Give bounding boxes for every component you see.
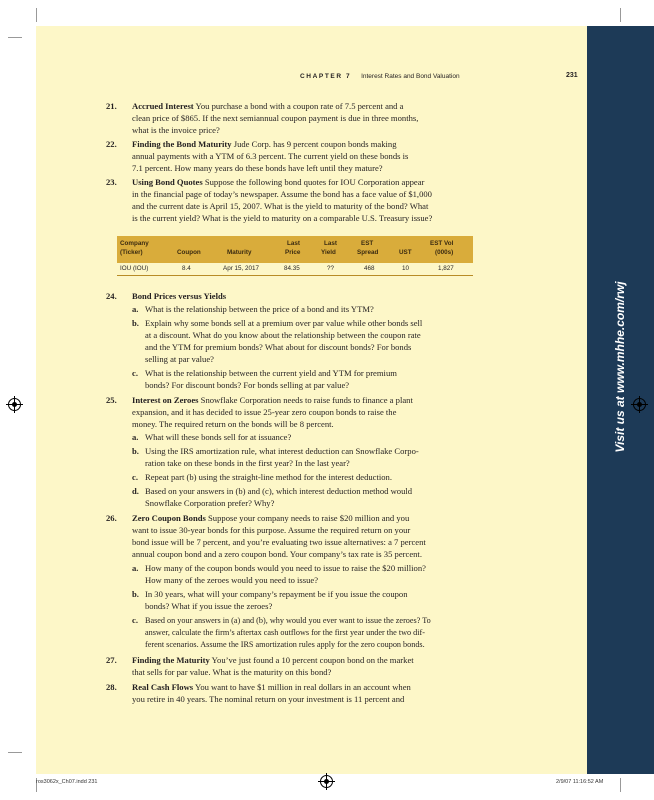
- problem-number: 28.: [106, 682, 117, 692]
- trim-mark: [36, 8, 37, 22]
- part-letter: a.: [132, 304, 139, 314]
- chapter-label: CHAPTER 7: [300, 73, 352, 80]
- problem-line: what is the invoice price?: [132, 125, 220, 135]
- problem-text: [132, 101, 403, 112]
- part-letter: a.: [132, 563, 139, 573]
- table-cell: IOU (IOU): [120, 265, 149, 272]
- column-header: (Ticker): [120, 249, 143, 256]
- part-letter: c.: [132, 472, 138, 482]
- table-cell: 1,827: [438, 265, 454, 272]
- column-header: EST: [361, 240, 374, 247]
- part-letter: c.: [132, 368, 138, 378]
- problem-title: Zero Coupon Bonds: [132, 513, 206, 523]
- problem-line: in the financial page of today’s newspaper. Assume the bond has a face value of $1,000: [132, 189, 432, 199]
- trim-mark: [8, 37, 22, 38]
- problem-line: annual coupon bond and a zero coupon bond. Your company’s tax rate is 35 percent.: [132, 549, 422, 559]
- problem-text: [132, 177, 424, 188]
- trim-mark: [8, 752, 22, 753]
- problem-text: [132, 682, 411, 693]
- column-header: Last: [287, 240, 300, 247]
- table-cell: 8.4: [182, 265, 191, 272]
- problem-number: 24.: [106, 291, 117, 301]
- problem-number: 23.: [106, 177, 117, 187]
- problem-text: [132, 395, 413, 406]
- problem-text: [132, 139, 397, 150]
- problem-title: Accrued Interest: [132, 101, 194, 111]
- problem-line: You’ve just found a 10 percent coupon bond on the market: [211, 655, 414, 665]
- problem-line: You want to have $1 million in real dollars in an account when: [194, 682, 411, 692]
- table-cell: Apr 15, 2017: [223, 265, 260, 272]
- footer-timestamp: 2/9/07 11:16:52 AM: [556, 779, 604, 785]
- column-header: Price: [285, 249, 301, 256]
- problem-line: at a discount. What do you know about the relationship between the coupon rate: [145, 330, 421, 340]
- problem-line: ration take on these bonds in the first year? In the last year?: [145, 458, 350, 468]
- problem-line: Suppose the following bond quotes for IOU Corporation appear: [204, 177, 425, 187]
- problem-line: Based on your answers in (a) and (b), why would you ever want to issue the zeroes? To: [145, 616, 431, 625]
- column-header: Last: [324, 240, 337, 247]
- column-header: Spread: [357, 249, 379, 256]
- problem-title: Real Cash Flows: [132, 682, 194, 692]
- problem-line: Suppose your company needs to raise $20 million and you: [208, 513, 410, 523]
- problem-line: How many of the coupon bonds would you need to issue to raise the $20 million?: [145, 563, 426, 573]
- problem-line: What will these bonds sell for at issuance?: [145, 432, 292, 442]
- problem-line: is the current yield? What is the yield to maturity on a comparable U.S. Treasury issue?: [132, 213, 433, 223]
- running-header: [300, 73, 460, 80]
- footer-file-name: ros3062x_Ch07.indd 231: [36, 779, 98, 785]
- table-row: [117, 263, 473, 276]
- table-cell: ??: [327, 265, 335, 272]
- problem-line: want to issue 30-year bonds for this purpose. Assume the required return on your: [132, 525, 411, 535]
- trim-mark: [620, 8, 621, 22]
- problem-line: How many of the zeroes would you need to issue?: [145, 575, 319, 585]
- trim-mark: [620, 778, 621, 792]
- part-letter: b.: [132, 318, 139, 328]
- problem-line: ferent scenarios. Assume the IRS amortization rules apply for the zero coupon bonds.: [145, 640, 425, 649]
- problem-line: What is the relationship between the price of a bond and its YTM?: [145, 304, 374, 314]
- column-header: Coupon: [177, 249, 201, 256]
- problem-line: bond issue will be 7 percent, and you’re evaluating two issue alternatives: a 7 percent: [132, 537, 426, 547]
- problem-line: You purchase a bond with a coupon rate of 7.5 percent and a: [195, 101, 404, 111]
- problem-line: that sells for par value. What is the maturity on this bond?: [132, 667, 332, 677]
- problem-line: answer, calculate the firm’s aftertax cash outflows for the first year under the two dif-: [145, 628, 425, 637]
- registration-mark-icon: [320, 775, 333, 788]
- problem-text: [132, 655, 414, 666]
- sidebar-url-text: Visit us at www.mhhe.com/rwj: [613, 281, 627, 453]
- problem-title: Using Bond Quotes: [132, 177, 203, 187]
- problem-title: Interest on Zeroes: [132, 395, 199, 405]
- problem-number: 26.: [106, 513, 117, 523]
- table-header-row: [117, 236, 473, 263]
- problem-line: In 30 years, what will your company’s repayment be if you issue the coupon: [145, 589, 408, 599]
- problem-number: 21.: [106, 101, 117, 111]
- table-cell: 84.35: [284, 265, 300, 272]
- problem-line: you retire in 40 years. The nominal return on your investment is 11 percent and: [132, 694, 405, 704]
- bond-quote-table: [117, 236, 473, 276]
- registration-mark-icon: [8, 398, 21, 411]
- column-header: EST Vol: [430, 240, 454, 247]
- problem-number: 27.: [106, 655, 117, 665]
- registration-mark-icon: [633, 398, 646, 411]
- problem-line: Repeat part (b) using the straight-line method for the interest deduction.: [145, 472, 392, 482]
- table-cell: 10: [402, 265, 410, 272]
- problem-line: money. The required return on the bonds will be 8 percent.: [132, 419, 334, 429]
- column-header: Yield: [321, 249, 336, 256]
- problem-line: bonds? What if you issue the zeroes?: [145, 601, 273, 611]
- problem-line: expansion, and it has decided to issue 25-year zero coupon bonds to raise the: [132, 407, 397, 417]
- problem-line: What is the relationship between the current yield and YTM for premium: [145, 368, 397, 378]
- part-letter: d.: [132, 486, 139, 496]
- problem-line: 7.1 percent. How many years do these bonds have left until they mature?: [132, 163, 383, 173]
- problem-line: Explain why some bonds sell at a premium over par value while other bonds sell: [145, 318, 423, 328]
- column-header: (000s): [435, 249, 454, 256]
- page-number: 231: [566, 72, 578, 79]
- problem-text: [132, 513, 409, 524]
- problem-line: Snowflake Corporation needs to raise funds to finance a plant: [200, 395, 413, 405]
- problem-line: and the current date is April 15, 2007. What is the yield to maturity of the bond? What: [132, 201, 429, 211]
- problem-title: Finding the Maturity: [132, 655, 210, 665]
- problem-line: clean price of $865. If the next semiannual coupon payment is due in three months,: [132, 113, 419, 123]
- problem-line: Snowflake Corporation prefer? Why?: [145, 498, 275, 508]
- problem-line: Jude Corp. has 9 percent coupon bonds making: [233, 139, 397, 149]
- column-header: UST: [399, 249, 412, 256]
- problem-line: Using the IRS amortization rule, what interest deduction can Snowflake Corpo-: [145, 446, 419, 456]
- column-header: Maturity: [227, 249, 252, 256]
- problem-line: and the YTM for premium bonds? What about for discount bonds? For bonds: [145, 342, 412, 352]
- part-letter: b.: [132, 446, 139, 456]
- part-letter: c.: [132, 615, 138, 625]
- problem-number: 25.: [106, 395, 117, 405]
- table-cell: 468: [364, 265, 375, 272]
- problem-line: bonds? For discount bonds? For bonds selling at par value?: [145, 380, 350, 390]
- part-letter: a.: [132, 432, 139, 442]
- problem-title: Finding the Bond Maturity: [132, 139, 232, 149]
- column-header: Company: [120, 240, 149, 247]
- problem-line: selling at par value?: [145, 354, 214, 364]
- part-letter: b.: [132, 589, 139, 599]
- problem-line: annual payments with a YTM of 6.3 percent. The current yield on these bonds is: [132, 151, 409, 161]
- problem-line: Based on your answers in (b) and (c), which interest deduction method would: [145, 486, 413, 496]
- problem-title: Bond Prices versus Yields: [132, 291, 227, 301]
- chapter-title: Interest Rates and Bond Valuation: [361, 73, 460, 80]
- problem-number: 22.: [106, 139, 117, 149]
